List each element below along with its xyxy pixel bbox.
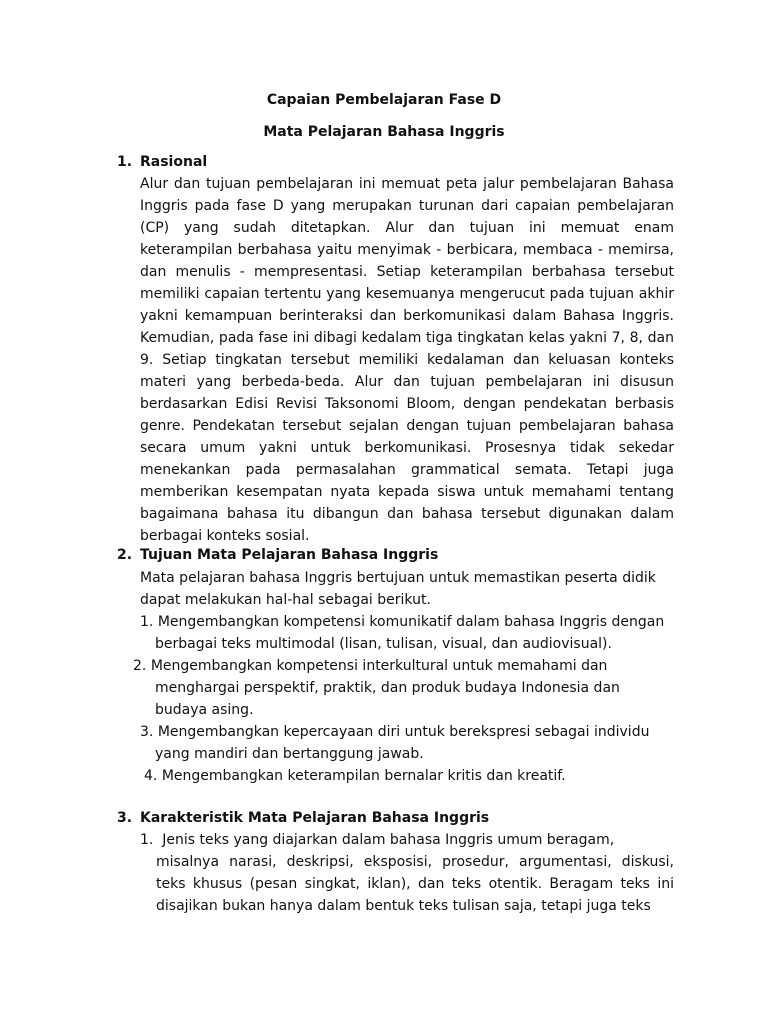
document-title: Capaian Pembelajaran Fase D: [266, 92, 502, 108]
section-title: Tujuan Mata Pelajaran Bahasa Inggris: [140, 547, 439, 563]
section-title: Rasional: [140, 154, 208, 170]
section-heading-karakteristik: [117, 809, 717, 827]
section-heading-tujuan: [117, 546, 717, 564]
section-number: 2.: [117, 547, 133, 563]
section-heading-rasional: [117, 153, 717, 171]
list-item-text: Mengembangkan keterampilan bernalar kritis dan kreatif.: [161, 768, 566, 784]
list-item-continuation: menghargai perspektif, praktik, dan produk budaya Indonesia dan budaya asing.: [155, 680, 620, 718]
section-number: 1.: [117, 154, 133, 170]
tujuan-list-item: [133, 655, 693, 721]
list-item-continuation: yang mandiri dan bertanggung jawab.: [155, 746, 424, 762]
list-item-number: 1.: [140, 832, 154, 848]
list-item-text: Jenis teks yang diajarkan dalam bahasa Inggris umum beragam,: [162, 832, 615, 848]
list-item-text: Mengembangkan kepercayaan diri untuk berekspresi sebagai individu: [157, 724, 650, 740]
karakteristik-list-item: [140, 829, 674, 917]
list-item-number: 2.: [133, 658, 147, 674]
list-item-number: 1.: [140, 614, 154, 630]
tujuan-list-item: [140, 611, 700, 655]
list-item-continuation: misalnya narasi, deskripsi, eksposisi, prosedur, argumentasi, diskusi, teks khusus (pesan singkat, iklan), dan teks otentik. Beragam teks ini disajikan bukan hanya dalam bentuk teks tulisan saja, tetapi juga teks: [156, 854, 674, 914]
document-subtitle: Mata Pelajaran Bahasa Inggris: [263, 124, 505, 140]
tujuan-list-item: [140, 721, 700, 765]
list-item-continuation: berbagai teks multimodal (lisan, tulisan, visual, dan audiovisual).: [155, 636, 612, 652]
list-item-text: Mengembangkan kompetensi interkultural untuk memahami dan: [150, 658, 608, 674]
list-item-text: Mengembangkan kompetensi komunikatif dalam bahasa Inggris dengan: [157, 614, 665, 630]
tujuan-list-item: [144, 765, 704, 787]
list-item-number: 3.: [140, 724, 154, 740]
section-title: Karakteristik Mata Pelajaran Bahasa Inggris: [140, 810, 490, 826]
list-item-first-line: [140, 829, 674, 851]
rasional-paragraph: Alur dan tujuan pembelajaran ini memuat peta jalur pembelajaran Bahasa Inggris pada fase D yang merupakan turunan dari capaian pembelajaran (CP) yang sudah ditetapkan. Alur dan tujuan ini memuat enam keterampilan berbahasa yaitu menyimak - berbicara, membaca - memirsa, dan menulis - mempresentasi. Setiap keterampilan berbahasa tersebut memiliki capaian tertentu yang kesemuanya mengerucut pada tujuan akhir yakni kemampuan berinteraksi dan berkomunikasi dalam Bahasa Inggris. Kemudian, pada fase ini dibagi kedalam tiga tingkatan kelas yakni 7, 8, dan 9. Setiap tingkatan tersebut memiliki kedalaman dan keluasan konteks materi yang berbeda-beda. Alur dan tujuan pembelajaran ini disusun berdasarkan Edisi Revisi Taksonomi Bloom, dengan pendekatan berbasis genre. Pendekatan tersebut sejalan dengan tujuan pembelajaran bahasa secara umum yakni untuk berkomunikasi. Prosesnya tidak sekedar menekankan pada permasalahan grammatical semata. Tetapi juga memberikan kesempatan nyata kepada siswa untuk memahami tentang bagaimana bahasa itu dibangun dan bahasa tersebut digunakan dalam berbagai konteks sosial.: [140, 176, 674, 544]
tujuan-intro-paragraph: Mata pelajaran bahasa Inggris bertujuan untuk memastikan peserta didik dapat melakukan hal-hal sebagai berikut.: [140, 570, 656, 608]
list-item-number: 4.: [144, 768, 158, 784]
section-number: 3.: [117, 810, 133, 826]
